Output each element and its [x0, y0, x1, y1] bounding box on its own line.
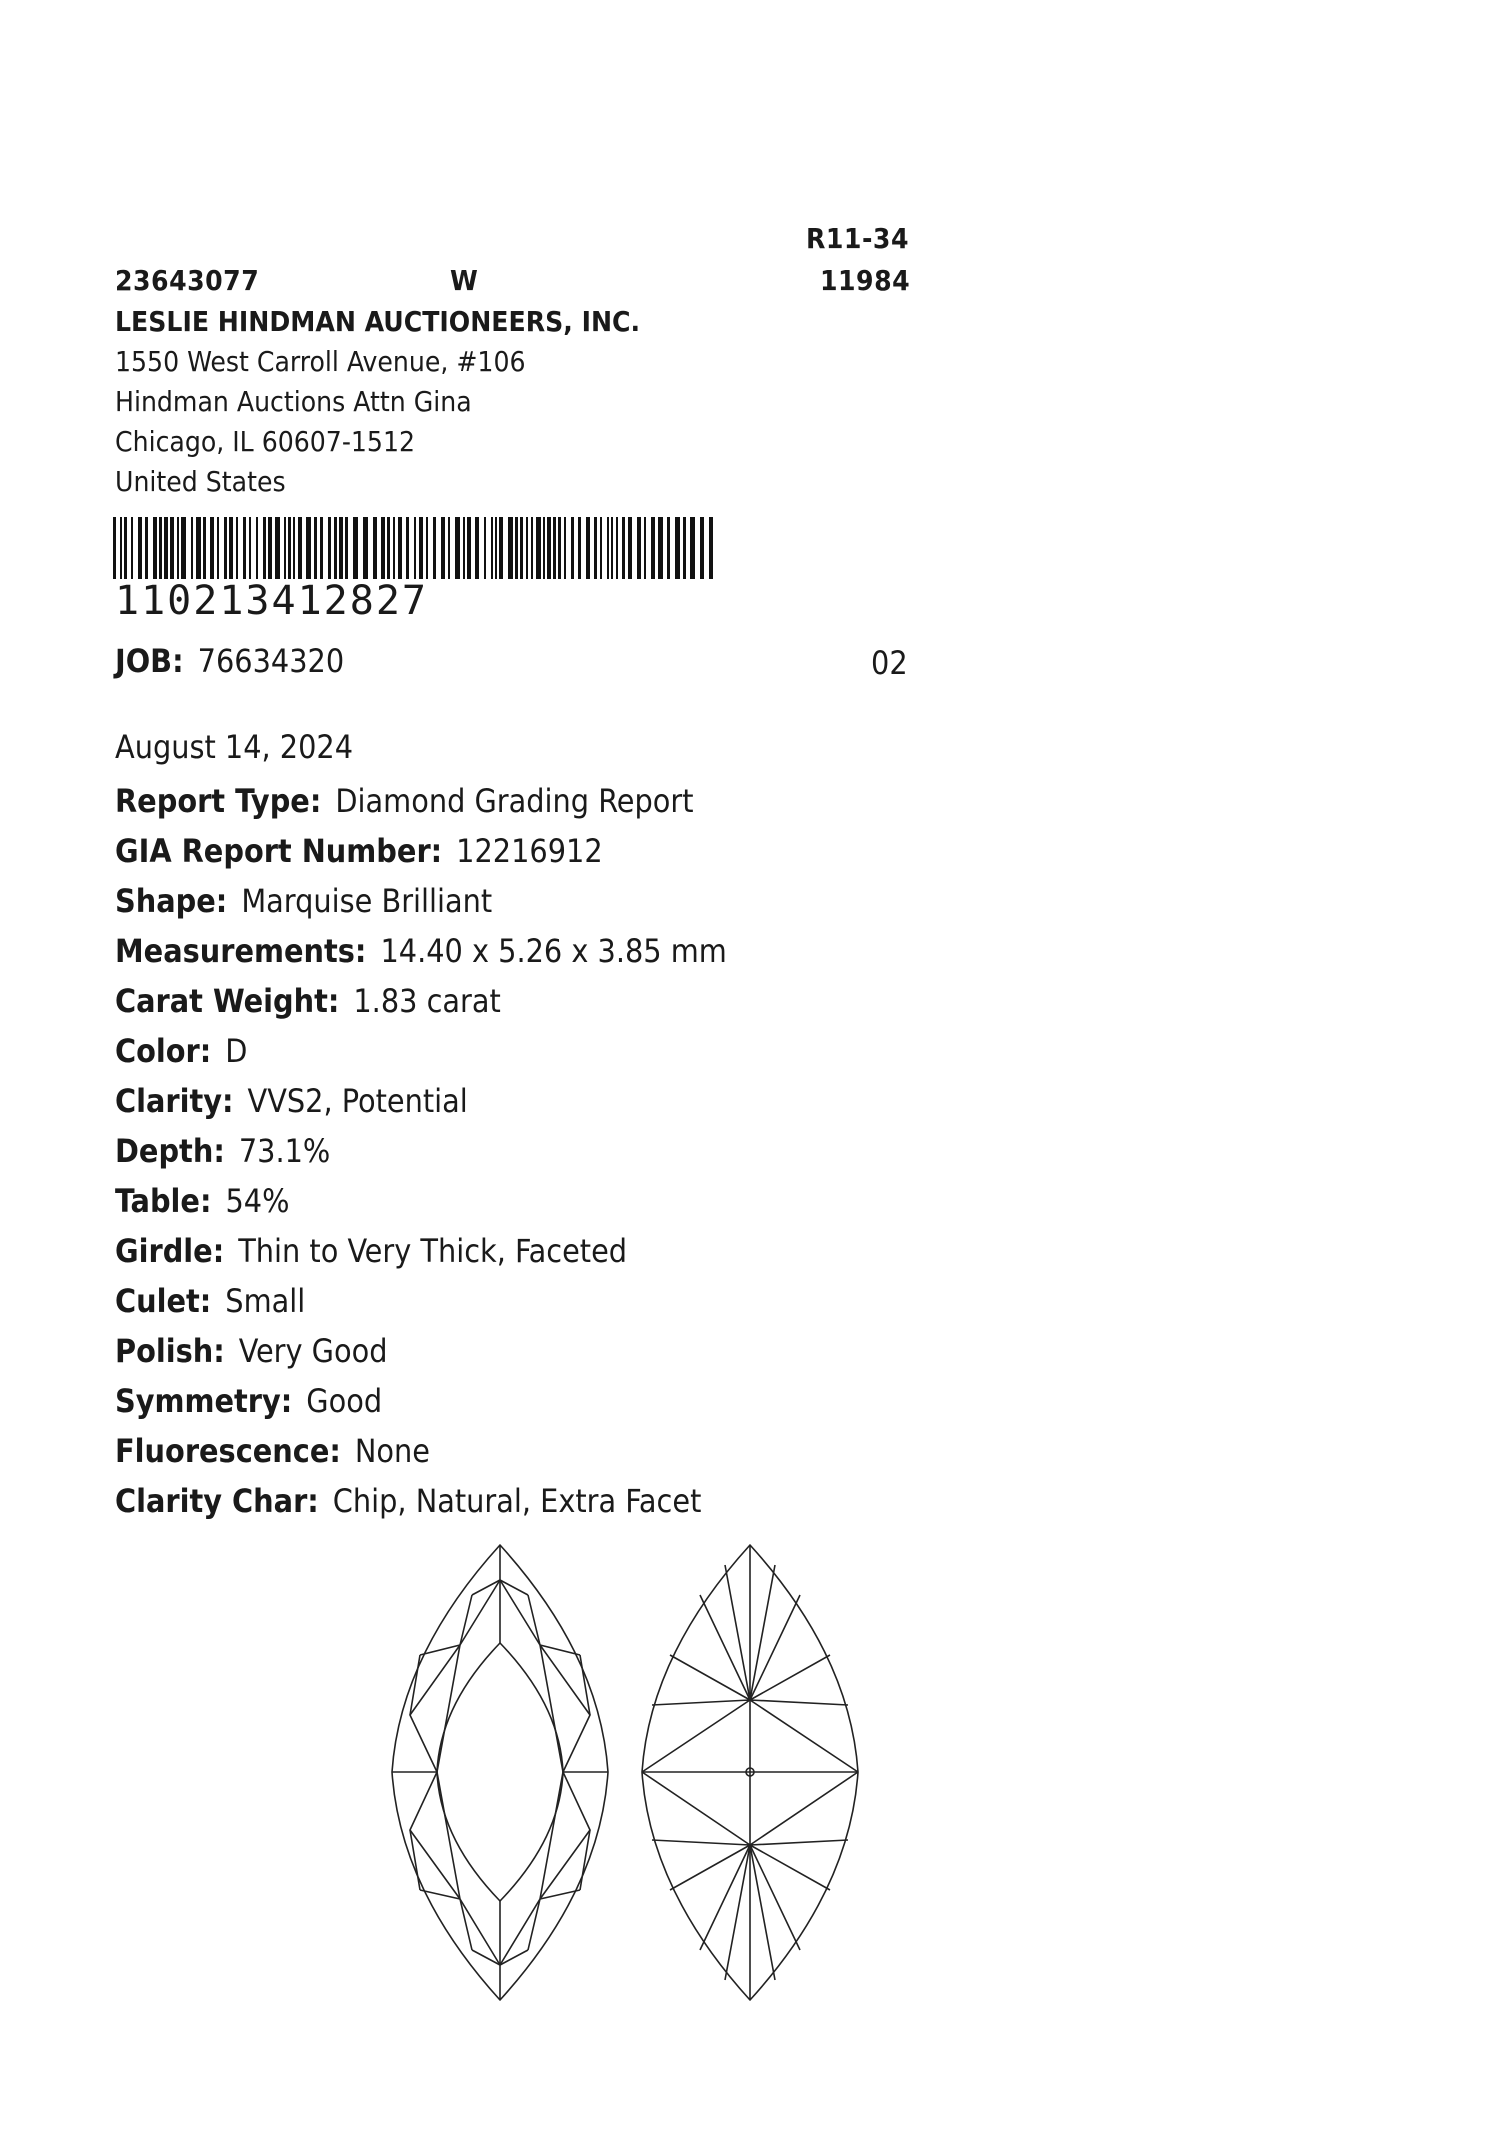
barcode-bar [600, 517, 602, 579]
barcode-bar [249, 517, 251, 579]
company-name: LESLIE HINDMAN AUCTIONEERS, INC. [115, 305, 641, 338]
barcode-bar [298, 517, 302, 579]
barcode-bar [334, 517, 337, 579]
field-symmetry: Symmetry: Good [115, 1382, 383, 1420]
pavilion-view-icon [642, 1545, 858, 2000]
barcode-bar [177, 517, 179, 579]
barcode-bar [690, 517, 695, 579]
barcode-bar [387, 517, 390, 579]
barcode-bar [243, 517, 246, 579]
barcode-bar [499, 517, 503, 579]
barcode-bar [363, 517, 368, 579]
barcode-bar [263, 517, 266, 579]
barcode-bar [353, 517, 358, 579]
diamond-plot-diagram [380, 1535, 880, 2010]
barcode-bar [433, 517, 436, 579]
barcode-bar [268, 517, 272, 579]
barcode-bar [256, 517, 258, 579]
barcode-bar [236, 517, 238, 579]
field-depth: Depth: 73.1% [115, 1132, 331, 1170]
city-line: Chicago, IL 60607-1512 [115, 425, 416, 458]
barcode-bar [594, 517, 597, 579]
job-line [115, 642, 344, 680]
field-report-type: Report Type: Diamond Grading Report [115, 782, 694, 820]
barcode-bar [578, 517, 581, 579]
barcode-bar [667, 517, 670, 579]
barcode-bar [373, 517, 377, 579]
barcode-bar [475, 517, 479, 579]
barcode-bar [217, 517, 219, 579]
barcode-bar [543, 517, 545, 579]
street-address: 1550 West Carroll Avenue, #106 [115, 345, 526, 378]
barcode-bar [515, 517, 518, 579]
field-culet: Culet: Small [115, 1282, 306, 1320]
barcode-bar [398, 517, 402, 579]
field-girdle: Girdle: Thin to Very Thick, Faceted [115, 1232, 628, 1270]
barcode-bar [553, 517, 556, 579]
barcode-bar [306, 517, 311, 579]
field-carat-weight: Carat Weight: 1.83 carat [115, 982, 501, 1020]
barcode-bar [536, 517, 541, 579]
barcode-bar [381, 517, 385, 579]
barcode-bar [191, 517, 193, 579]
barcode-bar [224, 517, 227, 579]
barcode-bar [314, 517, 317, 579]
barcode-bar [419, 517, 423, 579]
barcode-bar [293, 517, 295, 579]
crown-view-icon [392, 1545, 608, 2000]
barcode-bar [709, 517, 713, 579]
barcode-bar [683, 517, 686, 579]
barcode-bar [651, 517, 655, 579]
field-color: Color: D [115, 1032, 248, 1070]
barcode-bar [196, 517, 201, 579]
barcode [113, 517, 713, 579]
batch-number: 11984 [820, 264, 911, 297]
barcode-bar [414, 517, 416, 579]
barcode-bar [159, 517, 162, 579]
barcode-bar [203, 517, 206, 579]
address-block [115, 302, 640, 502]
report-fields [115, 776, 727, 1526]
barcode-bar [637, 517, 641, 579]
barcode-bar [393, 517, 395, 579]
barcode-bar [611, 517, 613, 579]
barcode-bar [328, 517, 331, 579]
barcode-bar [138, 517, 142, 579]
barcode-bar [339, 517, 343, 579]
barcode-bar [526, 517, 528, 579]
barcode-bar [658, 517, 663, 579]
barcode-bar [644, 517, 646, 579]
barcode-bar [124, 517, 127, 579]
barcode-bar [448, 517, 450, 579]
barcode-bar [607, 517, 609, 579]
barcode-bar [622, 517, 625, 579]
barcode-bar [484, 517, 486, 579]
barcode-bar [145, 517, 148, 579]
location-code: R11-34 [806, 222, 909, 255]
barcode-bar [113, 517, 116, 579]
barcode-bar [153, 517, 157, 579]
barcode-bar [586, 517, 590, 579]
field-shape: Shape: Marquise Brilliant [115, 882, 493, 920]
barcode-bar [210, 517, 214, 579]
barcode-bar [616, 517, 618, 579]
barcode-bar [508, 517, 513, 579]
barcode-bar [170, 517, 174, 579]
barcode-bar [455, 517, 460, 579]
barcode-bar [345, 517, 348, 579]
barcode-bar [531, 517, 533, 579]
barcode-bar [181, 517, 186, 579]
barcode-bar [288, 517, 291, 579]
job-code: 02 [871, 644, 908, 682]
attention-line: Hindman Auctions Attn Gina [115, 385, 472, 418]
job-label: JOB: [115, 642, 184, 680]
marker-code: W [450, 264, 479, 297]
field-polish: Polish: Very Good [115, 1332, 388, 1370]
country-line: United States [115, 465, 286, 498]
barcode-bar [426, 517, 428, 579]
field-table: Table: 54% [115, 1182, 290, 1220]
barcode-bar [320, 517, 323, 579]
barcode-bar [571, 517, 574, 579]
barcode-bar [547, 517, 551, 579]
barcode-bar [628, 517, 632, 579]
job-number: 76634320 [197, 642, 345, 680]
barcode-bar [131, 517, 133, 579]
barcode-bar [491, 517, 493, 579]
barcode-bar [520, 517, 523, 579]
report-date: August 14, 2024 [115, 728, 354, 766]
field-measurements: Measurements: 14.40 x 5.26 x 3.85 mm [115, 932, 727, 970]
field-fluorescence: Fluorescence: None [115, 1432, 430, 1470]
barcode-bar [229, 517, 233, 579]
field-clarity: Clarity: VVS2, Potential [115, 1082, 468, 1120]
field-clarity-characteristics: Clarity Char: Chip, Natural, Extra Facet [115, 1482, 702, 1520]
barcode-bar [164, 517, 168, 579]
barcode-bar [284, 517, 286, 579]
barcode-bar [275, 517, 280, 579]
barcode-bar [558, 517, 561, 579]
account-number: 23643077 [115, 264, 260, 297]
barcode-number: 110213412827 [115, 578, 428, 624]
barcode-bar [495, 517, 497, 579]
barcode-bar [467, 517, 471, 579]
barcode-bar [406, 517, 409, 579]
barcode-bar [441, 517, 445, 579]
barcode-bar [463, 517, 465, 579]
field-report-number: GIA Report Number: 12216912 [115, 832, 603, 870]
barcode-bar [700, 517, 704, 579]
barcode-bar [120, 517, 122, 579]
barcode-bar [564, 517, 566, 579]
barcode-bar [675, 517, 680, 579]
